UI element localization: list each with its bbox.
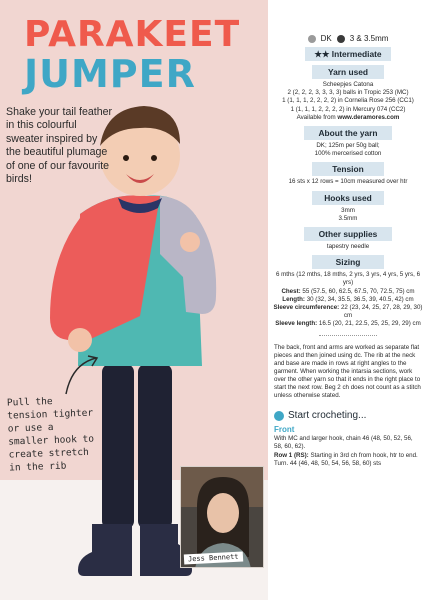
designer-credit: Jess Bennett: [184, 551, 243, 564]
sizing-chest: [272, 288, 424, 296]
size-value: 30 (32, 34, 35.5, 36.5, 39, 40.5, 42) cm: [304, 295, 414, 303]
about-line: DK; 125m per 50g ball;: [316, 142, 380, 150]
title-line-1: PARAKEET: [24, 14, 241, 55]
hook-size: 3mm: [341, 206, 355, 214]
yarn-line: 1 (1, 1, 1, 2, 2, 2, 2) in Cornelia Rose 256 (CC1): [282, 97, 414, 105]
hook-icon: [337, 35, 345, 43]
about-yarn-heading: About the yarn: [304, 126, 392, 140]
about-line: 100% mercerised cotton: [314, 150, 382, 158]
dot-icon: [308, 35, 316, 43]
supplies-text: tapestry needle: [326, 243, 370, 251]
arrow-icon: [62, 352, 102, 398]
yarn-weight: DK: [320, 34, 332, 43]
start-bullet-icon: [274, 411, 284, 421]
size-label: Sleeve circumference:: [273, 304, 340, 312]
availability-prefix: Available from: [296, 113, 338, 121]
front-setup: With MC and larger hook, chain 46 (48, 50, 52, 56, 58, 60, 62).: [274, 435, 413, 451]
pattern-info-column: [272, 0, 424, 600]
start-section-heading: [274, 410, 424, 421]
yarn-line: 1 (1, 1, 1, 2, 2, 2, 2) in Mercury 074 (CC2): [290, 105, 406, 113]
spec-row: [272, 34, 424, 43]
size-label: Length:: [282, 295, 305, 303]
size-value: 55 (57.5, 60, 62.5, 67.5, 70, 72.5, 75) cm: [300, 287, 415, 295]
yarn-brand: Scheepjes Catona: [322, 81, 374, 88]
row-text: Starting in 3rd ch from hook, htr to end. Turn. 44 (46, 48, 50, 54, 56, 58, 60) sts: [274, 451, 418, 467]
sizing-sleeve-length: [272, 320, 424, 328]
hook-sizes: 3 & 3.5mm: [349, 34, 389, 43]
sizing-length: [272, 296, 424, 304]
intro-text: Shake your tail feather in this colourful sweater inspired by the beautiful plumage of one of our favourite birds!: [6, 106, 112, 186]
size-label: Sleeve length:: [275, 320, 318, 328]
yarn-line: 2 (2, 2, 2, 3, 3, 3, 3) balls in Tropic 253 (MC): [287, 89, 409, 97]
yarn-heading: Yarn used: [312, 65, 384, 79]
title-line-2: JUMPER: [24, 52, 196, 96]
size-label: Chest:: [281, 287, 301, 295]
tension-tip: Pull the tension tighter or use a smaller hook to create stretch in the rib: [6, 395, 95, 474]
hooks-heading: Hooks used: [312, 191, 384, 205]
row-label: Row 1 (RS):: [274, 451, 309, 459]
tension-text: 16 sts x 12 rows = 10cm measured over htr: [288, 178, 408, 186]
divider: [319, 335, 377, 336]
size-value: 16.5 (20, 21, 22.5, 25, 25, 29, 29) cm: [317, 320, 421, 328]
yarn-availability: [272, 114, 424, 122]
construction-notes: The back, front and arms are worked as separate flat pieces and then joined using dc. The rib at the neck and base are made in rows at right angles to the garment. When working the intarsia sections, work over the other yarn so that it ends in the right place to start the next row. Beg 2 ch does not count as a stitch unless otherwise stated.: [274, 343, 421, 400]
sizing-heading: Sizing: [312, 255, 384, 269]
sizing-sleeve-circumference: [272, 304, 424, 320]
difficulty-badge: ★★ Intermediate: [305, 47, 391, 61]
front-heading: Front: [274, 425, 295, 435]
hook-size: 3.5mm: [338, 214, 358, 222]
supplies-heading: Other supplies: [304, 227, 392, 241]
retailer-link[interactable]: www.deramores.com: [337, 113, 400, 121]
start-heading-text: Start crocheting...: [288, 410, 367, 422]
size-value: 22 (23, 24, 25, 27, 28, 29, 30) cm: [339, 304, 423, 320]
tension-heading: Tension: [312, 162, 384, 176]
sizing-ages: 6 mths (12 mths, 18 mths, 2 yrs, 3 yrs, 4 yrs, 5 yrs, 6 yrs): [275, 271, 421, 287]
front-row-1: [272, 452, 424, 468]
